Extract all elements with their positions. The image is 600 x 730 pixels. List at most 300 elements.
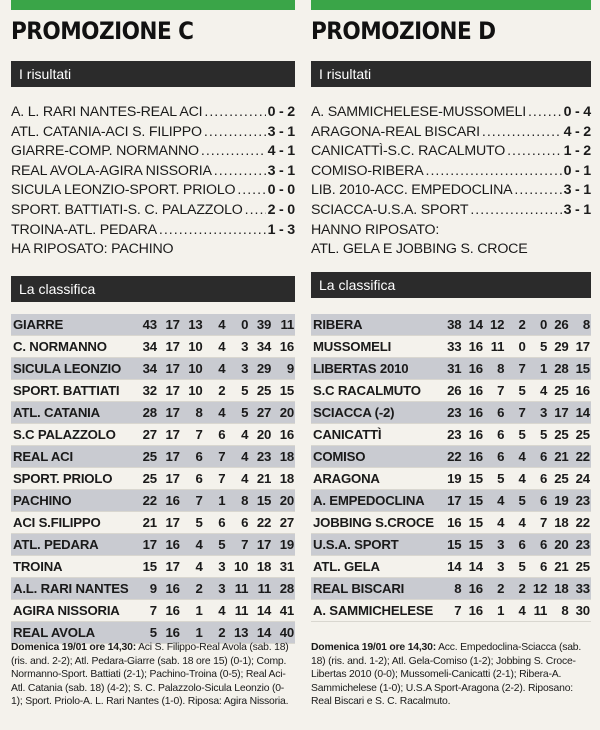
team-name: ATL. PEDARA xyxy=(13,537,99,552)
team-name: LIBERTAS 2010 xyxy=(313,361,409,376)
team-name: ACI S.FILIPPO xyxy=(13,515,101,530)
table-row xyxy=(311,336,591,358)
stat-cell: 7 xyxy=(497,383,505,398)
team-name: ATL. CATANIA xyxy=(13,405,100,420)
stat-cell: 31 xyxy=(279,559,295,574)
stat-cell: 25 xyxy=(554,471,569,486)
stat-cell: 4 xyxy=(218,603,226,618)
accent-bar xyxy=(11,0,295,10)
team-name: PACHINO xyxy=(13,493,72,508)
stat-cell: 38 xyxy=(447,317,462,332)
stat-cell: 7 xyxy=(454,603,462,618)
stat-cell: 3 xyxy=(497,559,505,574)
stat-cell: 4 xyxy=(497,493,505,508)
table-row xyxy=(311,358,591,380)
stat-cell: 4 xyxy=(518,471,526,486)
stat-cell: 32 xyxy=(142,383,157,398)
table-row xyxy=(311,556,591,578)
team-name: A. EMPEDOCLINA xyxy=(313,493,425,508)
leader-dots xyxy=(204,124,266,140)
match-name: A. SAMMICHELESE-MUSSOMELI xyxy=(311,104,526,120)
result-row xyxy=(11,202,295,222)
stat-cell: 7 xyxy=(518,361,526,376)
stat-cell: 6 xyxy=(218,515,226,530)
table-row xyxy=(11,512,295,534)
match-name: COMISO-RIBERA xyxy=(311,162,424,179)
table-row xyxy=(11,556,295,578)
stat-cell: 5 xyxy=(518,427,526,442)
stat-cell: 17 xyxy=(575,339,590,354)
stat-cell: 6 xyxy=(539,559,548,574)
stat-cell: 23 xyxy=(575,493,590,508)
match-name: ATL. CATANIA-ACI S. FILIPPO xyxy=(11,123,202,140)
table-row xyxy=(11,578,295,600)
standings-header: La classifica xyxy=(11,276,295,302)
stat-cell: 14 xyxy=(447,559,462,574)
stat-cell: 0 xyxy=(539,317,548,332)
table-row xyxy=(311,446,591,468)
stat-cell: 4 xyxy=(241,471,249,486)
stat-cell: 7 xyxy=(218,449,226,464)
team-name: TROINA xyxy=(13,559,63,574)
stat-cell: 6 xyxy=(195,449,203,464)
match-score: 3 - 1 xyxy=(563,201,591,218)
stat-cell: 17 xyxy=(165,361,180,376)
stat-cell: 22 xyxy=(575,515,590,530)
table-row xyxy=(311,512,591,534)
next-round-fixtures: Aci S. Filippo-Real Avola (sab. 18) (ris. and. 2-2); Atl. Pedara-Giarre (sab. 18 ore 15) (0-1); Comp. Normanno-Sport. Battiati (2-1); Pachino-Troina (0-5); Real Aci-Atl. Catania (sab. 18) (4-2); S. C. Palazzolo-Sicula Leonzio (0-1); Sport. Priolo-A. L. Rari Nantes (1-0). Riposa: Agira Nissoria. xyxy=(11,642,289,708)
stat-cell: 1 xyxy=(497,603,505,618)
leader-dots xyxy=(245,202,266,218)
leader-dots xyxy=(159,222,266,238)
stat-cell: 8 xyxy=(582,317,590,332)
stat-cell: 34 xyxy=(256,339,272,354)
stat-cell: 6 xyxy=(195,471,203,486)
stat-cell: 5 xyxy=(218,537,226,552)
table-row xyxy=(11,446,295,468)
match-name: GIARRE-COMP. NORMANNO xyxy=(11,143,199,160)
result-row xyxy=(311,143,591,163)
stat-cell: 4 xyxy=(195,537,203,552)
stat-cell: 2 xyxy=(518,581,526,596)
table-row xyxy=(11,534,295,556)
stat-cell: 3 xyxy=(539,405,548,420)
stat-cell: 17 xyxy=(165,449,180,464)
stat-cell: 4 xyxy=(218,317,226,332)
match-score: 3 - 1 xyxy=(267,162,295,179)
stat-cell: 3 xyxy=(218,581,226,596)
stat-cell: 5 xyxy=(539,339,548,354)
stat-cell: 30 xyxy=(575,603,590,618)
table-row xyxy=(311,314,591,336)
leader-dots xyxy=(507,143,562,159)
stat-cell: 28 xyxy=(142,405,157,420)
stat-cell: 6 xyxy=(518,537,526,552)
next-round-note xyxy=(11,641,295,709)
stat-cell: 17 xyxy=(142,537,157,552)
stat-cell: 16 xyxy=(468,361,483,376)
stat-cell: 17 xyxy=(554,405,569,420)
stat-cell: 23 xyxy=(447,405,462,420)
next-round-note xyxy=(311,641,591,709)
stat-cell: 15 xyxy=(575,361,590,376)
stat-cell: 15 xyxy=(468,493,483,508)
stat-cell: 25 xyxy=(256,383,272,398)
stat-cell: 11 xyxy=(234,603,249,618)
stat-cell: 11 xyxy=(280,317,295,332)
stat-cell: 17 xyxy=(447,493,462,508)
stat-cell: 14 xyxy=(575,405,590,420)
result-row xyxy=(311,124,591,144)
match-score: 3 - 1 xyxy=(267,123,295,140)
stat-cell: 5 xyxy=(518,383,526,398)
stat-cell: 16 xyxy=(468,449,483,464)
result-row xyxy=(11,182,295,202)
table-row xyxy=(311,468,591,490)
rest-note: ATL. GELA E JOBBING S. CROCE xyxy=(311,241,528,258)
result-row xyxy=(11,124,295,144)
stat-cell: 6 xyxy=(241,515,249,530)
stat-cell: 16 xyxy=(279,339,295,354)
stat-cell: 9 xyxy=(149,581,157,596)
match-name: SCIACCA-U.S.A. SPORT xyxy=(311,201,469,218)
stat-cell: 16 xyxy=(468,383,483,398)
stat-cell: 17 xyxy=(165,427,180,442)
stat-cell: 15 xyxy=(279,383,295,398)
stat-cell: 20 xyxy=(256,427,272,442)
stat-cell: 6 xyxy=(497,449,505,464)
stat-cell: 22 xyxy=(575,449,590,464)
table-row xyxy=(311,402,591,424)
team-name: COMISO xyxy=(313,449,366,464)
stat-cell: 8 xyxy=(195,405,203,420)
match-score: 3 - 1 xyxy=(563,182,591,199)
next-round-fixtures: Acc. Empedoclina-Sciacca (sab. 18) (ris. and. 1-2); Atl. Gela-Comiso (1-2); Jobbing S. Croce-Libertas 2010 (0-0); Mussomeli-Canicatti (2-1); Ribera-A. Sammichelese (1-0); U.S.A Sport-Aragona (2-2). Riposano: Real Biscari e S. C. Racalmuto. xyxy=(311,642,582,708)
stat-cell: 19 xyxy=(279,537,295,552)
match-score: 1 - 3 xyxy=(267,221,295,238)
leader-dots xyxy=(470,202,561,218)
stat-cell: 6 xyxy=(218,427,226,442)
stat-cell: 28 xyxy=(279,581,295,596)
team-name: C. NORMANNO xyxy=(13,339,107,354)
stat-cell: 2 xyxy=(518,317,526,332)
stat-cell: 10 xyxy=(188,339,203,354)
stat-cell: 17 xyxy=(165,559,180,574)
stat-cell: 23 xyxy=(447,427,462,442)
table-row xyxy=(311,424,591,446)
stat-cell: 4 xyxy=(518,449,526,464)
table-row xyxy=(311,490,591,512)
stat-cell: 15 xyxy=(468,537,483,552)
stat-cell: 13 xyxy=(234,625,249,640)
results-list xyxy=(311,104,591,261)
stat-cell: 5 xyxy=(539,427,548,442)
team-name: S.C PALAZZOLO xyxy=(13,427,116,442)
team-name: CANICATTÌ xyxy=(313,427,382,442)
match-name: ARAGONA-REAL BISCARI xyxy=(311,123,480,140)
stat-cell: 12 xyxy=(489,317,505,332)
stat-cell: 6 xyxy=(497,427,505,442)
stat-cell: 22 xyxy=(447,449,462,464)
team-name: SCIACCA (-2) xyxy=(313,405,395,420)
stat-cell: 1 xyxy=(195,625,203,640)
stat-cell: 8 xyxy=(454,581,462,596)
stat-cell: 15 xyxy=(468,515,483,530)
stat-cell: 14 xyxy=(256,625,272,640)
stat-cell: 18 xyxy=(554,515,569,530)
leader-dots xyxy=(201,143,266,159)
stat-cell: 27 xyxy=(142,427,157,442)
stat-cell: 5 xyxy=(497,471,505,486)
stat-cell: 18 xyxy=(279,471,295,486)
stat-cell: 25 xyxy=(575,427,590,442)
stat-cell: 18 xyxy=(256,559,272,574)
team-name: S.C RACALMUTO xyxy=(313,383,421,398)
result-row xyxy=(11,104,295,124)
leader-dots xyxy=(214,163,266,179)
result-row xyxy=(311,104,591,124)
stat-cell: 4 xyxy=(218,405,226,420)
match-score: 2 - 0 xyxy=(267,201,295,218)
team-name: REAL BISCARI xyxy=(313,581,405,596)
result-row xyxy=(311,163,591,183)
stat-cell: 19 xyxy=(447,471,462,486)
stat-cell: 15 xyxy=(256,493,272,508)
stat-cell: 14 xyxy=(468,317,483,332)
stat-cell: 16 xyxy=(165,625,180,640)
league-title: PROMOZIONE D xyxy=(311,17,496,45)
match-name: LIB. 2010-ACC. EMPEDOCLINA xyxy=(311,182,513,199)
stat-cell: 21 xyxy=(554,449,569,464)
stat-cell: 17 xyxy=(165,471,180,486)
stat-cell: 4 xyxy=(497,515,505,530)
stat-cell: 4 xyxy=(539,383,548,398)
stat-cell: 3 xyxy=(218,559,226,574)
match-score: 1 - 2 xyxy=(563,143,591,160)
table-row xyxy=(11,314,295,336)
stat-cell: 1 xyxy=(195,603,203,618)
stat-cell: 3 xyxy=(241,339,249,354)
stat-cell: 20 xyxy=(554,537,569,552)
stat-cell: 10 xyxy=(188,361,203,376)
stat-cell: 5 xyxy=(195,515,203,530)
stat-cell: 22 xyxy=(256,515,272,530)
stat-cell: 4 xyxy=(518,603,526,618)
stat-cell: 28 xyxy=(554,361,569,376)
results-header: I risultati xyxy=(11,61,295,87)
stat-cell: 21 xyxy=(256,471,272,486)
stat-cell: 7 xyxy=(195,427,203,442)
league-title: PROMOZIONE C xyxy=(11,17,194,45)
stat-cell: 16 xyxy=(468,603,483,618)
standings-table xyxy=(311,314,591,622)
stat-cell: 25 xyxy=(554,383,569,398)
team-name: ATL. GELA xyxy=(313,559,380,574)
team-name: ARAGONA xyxy=(313,471,380,486)
stat-cell: 11 xyxy=(490,339,505,354)
team-name: A. SAMMICHELESE xyxy=(313,603,434,618)
stat-cell: 7 xyxy=(195,493,203,508)
stat-cell: 16 xyxy=(468,581,483,596)
team-name: REAL AVOLA xyxy=(13,625,96,640)
stat-cell: 16 xyxy=(165,493,180,508)
match-name: A. L. RARI NANTES-REAL ACI xyxy=(11,104,203,120)
table-row xyxy=(11,380,295,402)
stat-cell: 26 xyxy=(447,383,462,398)
stat-cell: 17 xyxy=(256,537,272,552)
stat-cell: 14 xyxy=(468,559,483,574)
stat-cell: 4 xyxy=(195,559,203,574)
stat-cell: 17 xyxy=(165,515,180,530)
team-name: SPORT. BATTIATI xyxy=(13,383,120,398)
stat-cell: 10 xyxy=(234,559,249,574)
match-score: 0 - 0 xyxy=(267,182,295,199)
match-name: CANICATTÌ-S.C. RACALMUTO xyxy=(311,143,506,160)
stat-cell: 16 xyxy=(468,405,483,420)
stat-cell: 3 xyxy=(497,537,505,552)
stat-cell: 15 xyxy=(468,471,483,486)
stat-cell: 20 xyxy=(279,493,295,508)
standings-table xyxy=(11,314,295,644)
stat-cell: 6 xyxy=(539,493,548,508)
team-name: RIBERA xyxy=(313,317,363,332)
next-round-date: Domenica 19/01 ore 14,30: xyxy=(11,642,136,653)
team-name: JOBBING S.CROCE xyxy=(313,515,434,530)
stat-cell: 16 xyxy=(468,427,483,442)
stat-cell: 6 xyxy=(539,537,548,552)
stat-cell: 4 xyxy=(218,339,226,354)
stat-cell: 6 xyxy=(539,471,548,486)
stat-cell: 23 xyxy=(575,537,590,552)
result-row xyxy=(11,163,295,183)
stat-cell: 2 xyxy=(195,581,203,596)
match-score: 4 - 1 xyxy=(267,143,295,160)
stat-cell: 16 xyxy=(468,339,483,354)
stat-cell: 4 xyxy=(518,515,526,530)
stat-cell: 17 xyxy=(165,405,180,420)
stat-cell: 43 xyxy=(142,317,157,332)
team-name: REAL ACI xyxy=(13,449,73,464)
stat-cell: 25 xyxy=(142,449,157,464)
stat-cell: 17 xyxy=(165,339,180,354)
stat-cell: 7 xyxy=(518,405,526,420)
team-name: MUSSOMELI xyxy=(313,339,392,354)
stat-cell: 16 xyxy=(447,515,462,530)
match-name: TROINA-ATL. PEDARA xyxy=(11,221,157,238)
leader-dots xyxy=(482,124,562,140)
stat-cell: 13 xyxy=(188,317,203,332)
table-row xyxy=(11,424,295,446)
match-name: SPORT. BATTIATI-S. C. PALAZZOLO xyxy=(11,201,243,218)
table-row xyxy=(11,402,295,424)
stat-cell: 18 xyxy=(554,581,569,596)
leader-dots xyxy=(514,182,561,198)
stat-cell: 6 xyxy=(539,449,548,464)
stat-cell: 25 xyxy=(142,471,157,486)
rest-note: HA RIPOSATO: PACHINO xyxy=(11,241,174,258)
leader-dots xyxy=(528,104,562,120)
stat-cell: 17 xyxy=(165,317,180,332)
result-row xyxy=(11,222,295,242)
stat-cell: 11 xyxy=(257,581,272,596)
match-score: 4 - 2 xyxy=(563,123,591,140)
result-row xyxy=(311,202,591,222)
team-name: A.L. RARI NANTES xyxy=(13,581,129,596)
stat-cell: 5 xyxy=(518,493,526,508)
stat-cell: 27 xyxy=(279,515,295,530)
stat-cell: 19 xyxy=(554,493,569,508)
stat-cell: 20 xyxy=(279,405,295,420)
match-score: 0 - 4 xyxy=(563,104,591,120)
stat-cell: 22 xyxy=(142,493,157,508)
result-row xyxy=(11,143,295,163)
table-row xyxy=(311,534,591,556)
results-list xyxy=(11,104,295,261)
team-name: SICULA LEONZIO xyxy=(13,361,122,376)
stat-cell: 15 xyxy=(142,559,157,574)
stat-cell: 16 xyxy=(165,581,180,596)
stat-cell: 11 xyxy=(234,581,249,596)
match-score: 0 - 2 xyxy=(267,104,295,120)
table-row xyxy=(311,600,591,622)
match-name: REAL AVOLA-AGIRA NISSORIA xyxy=(11,162,212,179)
stat-cell: 4 xyxy=(241,427,249,442)
stat-cell: 7 xyxy=(218,471,226,486)
stat-cell: 11 xyxy=(533,603,548,618)
stat-cell: 2 xyxy=(497,581,505,596)
standings-header: La classifica xyxy=(311,272,591,298)
match-name: SICULA LEONZIO-SPORT. PRIOLO xyxy=(11,182,236,199)
stat-cell: 0 xyxy=(518,339,526,354)
team-name: SPORT. PRIOLO xyxy=(13,471,113,486)
stat-cell: 16 xyxy=(279,427,295,442)
stat-cell: 3 xyxy=(241,361,249,376)
table-row xyxy=(311,380,591,402)
table-row xyxy=(11,336,295,358)
stat-cell: 14 xyxy=(256,603,272,618)
table-row xyxy=(11,490,295,512)
stat-cell: 5 xyxy=(241,383,249,398)
stat-cell: 12 xyxy=(532,581,548,596)
stat-cell: 1 xyxy=(539,361,548,376)
stat-cell: 8 xyxy=(241,493,249,508)
accent-bar xyxy=(311,0,591,10)
stat-cell: 31 xyxy=(447,361,462,376)
stat-cell: 9 xyxy=(286,361,295,376)
stat-cell: 8 xyxy=(561,603,569,618)
results-header: I risultati xyxy=(311,61,591,87)
stat-cell: 4 xyxy=(241,449,249,464)
stat-cell: 8 xyxy=(497,361,505,376)
stat-cell: 39 xyxy=(256,317,272,332)
table-row xyxy=(11,468,295,490)
stat-cell: 21 xyxy=(554,559,569,574)
stat-cell: 5 xyxy=(518,559,526,574)
stat-cell: 25 xyxy=(554,427,569,442)
stat-cell: 16 xyxy=(575,383,590,398)
stat-cell: 7 xyxy=(241,537,249,552)
stat-cell: 18 xyxy=(279,449,295,464)
stat-cell: 17 xyxy=(165,383,180,398)
stat-cell: 23 xyxy=(256,449,272,464)
team-name: AGIRA NISSORIA xyxy=(13,603,120,618)
stat-cell: 21 xyxy=(142,515,157,530)
leader-dots xyxy=(426,163,562,179)
team-name: GIARRE xyxy=(13,317,64,332)
stat-cell: 25 xyxy=(575,559,590,574)
stat-cell: 16 xyxy=(165,537,180,552)
stat-cell: 5 xyxy=(241,405,249,420)
